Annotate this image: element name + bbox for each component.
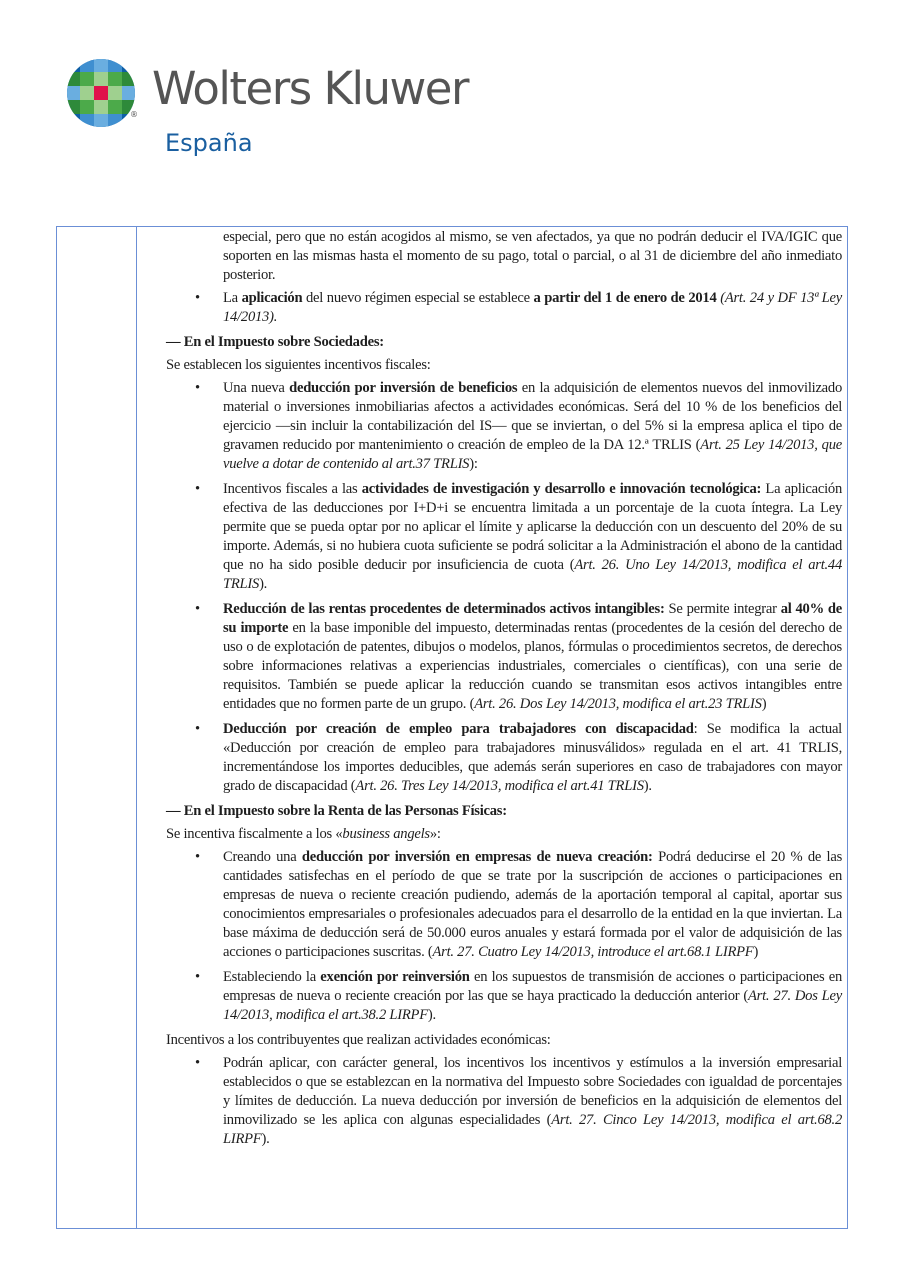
list-item bbox=[195, 600, 843, 714]
paragraph bbox=[166, 825, 842, 844]
citation-text: Art. 26. Uno Ley 14/2013, modifica el art.44 TRLIS bbox=[223, 557, 842, 592]
list-item bbox=[195, 480, 842, 594]
text: »: bbox=[429, 826, 441, 842]
document-body bbox=[166, 228, 842, 1155]
bold-text: Deducción por creación de empleo para trabajadores con discapacidad bbox=[223, 721, 694, 737]
citation-text: Art. 26. Tres Ley 14/2013, modifica el art.41 TRLIS bbox=[355, 778, 644, 794]
text: en la base imponible del impuesto, determinadas rentas (procedentes de la cesión del derecho de uso o de explotación de patentes, dibujos o modelos, planos, fórmulas o procedimientos secretos, de derechos sobre informaciones relativas a experiencias industriales, comerciales o científicas), con una serie de requisitos. También se puede aplicar la reducción cuando se transmitan esos activos intangibles entre entidades que no formen parte de un grupo. ( bbox=[223, 620, 843, 712]
text: ): bbox=[469, 456, 478, 472]
text: Se permite integrar bbox=[664, 601, 781, 617]
bullet-icon: • bbox=[195, 290, 200, 306]
text: Se establecen los siguientes incentivos fiscales: bbox=[166, 357, 431, 373]
citation-text: Art. 25 Ley 14/2013, que vuelve a dotar de contenido al art.37 TRLIS bbox=[223, 437, 842, 472]
text: ). bbox=[427, 1007, 436, 1023]
bullet-icon: • bbox=[195, 969, 200, 985]
paragraph bbox=[166, 802, 842, 821]
text: : Se modifica la actual «Deducción por creación de empleo para trabajadores minusválidos» regulada en el art. 41 TRLIS, incrementándose los importes deducibles, que además serán superiores en caso de trabajadores con mayor grado de discapacidad ( bbox=[223, 721, 842, 794]
text: ). bbox=[261, 1131, 270, 1147]
bold-text: exención por reinversión bbox=[320, 969, 470, 985]
column-divider bbox=[136, 227, 137, 1228]
paragraph bbox=[223, 228, 842, 285]
text: Incentivos a los contribuyentes que realizan actividades económicas: bbox=[166, 1032, 551, 1048]
text: especial, pero que no están acogidos al mismo, se ven afectados, ya que no podrán deducir el IVA/IGIC que soporten en las mismas hasta el momento de su pago, total o parcial, o al 31 de diciembre del año inmediato posterior. bbox=[223, 229, 842, 283]
list-item bbox=[195, 379, 842, 474]
brand-name: Wolters Kluwer bbox=[152, 62, 468, 115]
registered-mark: ® bbox=[130, 110, 138, 119]
bold-text: deducción por inversión de beneficios bbox=[289, 380, 518, 396]
text: Estableciendo la bbox=[223, 969, 321, 985]
bullet-icon: • bbox=[195, 721, 200, 737]
citation-text: Art. 27. Dos Ley 14/2013, modifica el art.38.2 LIRPF bbox=[223, 988, 842, 1023]
bullet-icon: • bbox=[195, 481, 200, 497]
text: Se incentiva fiscalmente a los « bbox=[166, 826, 343, 842]
bullet-icon: • bbox=[195, 849, 200, 865]
text: Una nueva bbox=[223, 380, 290, 396]
text: ) bbox=[753, 944, 759, 960]
paragraph bbox=[166, 1031, 842, 1050]
citation-text: Art. 27. Cuatro Ley 14/2013, introduce el art.68.1 LIRPF bbox=[432, 944, 754, 960]
paragraph bbox=[166, 333, 842, 352]
citation-text: Art. 27. Cinco Ley 14/2013, modifica el art.68.2 LIRPF bbox=[223, 1112, 842, 1147]
bold-text: actividades de investigación y desarrollo e innovación tecnológica: bbox=[361, 481, 762, 497]
list-item bbox=[195, 289, 842, 327]
brand-country: España bbox=[165, 129, 253, 157]
content-table bbox=[56, 226, 848, 1229]
bullet-icon: • bbox=[195, 601, 200, 617]
bold-text: al 40% de su importe bbox=[223, 601, 842, 636]
bold-text: a partir del 1 de enero de 2014 bbox=[533, 290, 717, 306]
text: ). bbox=[643, 778, 652, 794]
bold-text: Reducción de las rentas procedentes de determinados activos intangibles: bbox=[223, 601, 665, 617]
wolters-kluwer-logo-icon bbox=[66, 58, 136, 128]
text: ). bbox=[259, 576, 268, 592]
bold-text: — En el Impuesto sobre Sociedades: bbox=[166, 334, 384, 350]
citation-text: business angels bbox=[342, 826, 430, 842]
paragraph bbox=[166, 356, 842, 375]
list-item bbox=[195, 1054, 842, 1149]
text: Podrá deducirse el 20 % de las cantidades satisfechas en el período de que se trate por la suscripción de acciones o participaciones en empresas de nueva o reciente creación pudiendo, además de la aportación temporal al capital, aportar sus conocimientos empresariales o profesionales adecuados para el desarrollo de la entidad en la que inviertan. La base máxima de deducción será de 50.000 euros anuales y estará formada por el valor de adquisición de las acciones o participaciones suscritas. ( bbox=[223, 849, 843, 960]
text: La aplicación efectiva de las deducciones por I+D+i se encuentra limitada a un porcentaje de la cuota íntegra. La Ley permite que se pueda optar por no aplicar el límite y aplicarse la deducción con un descuento del 20% de su importe. Además, si no hubiera cuota suficiente se podrá solicitar a la Administración el abono de la cantidad que no ha sido posible deducir por insuficiencia de cuota ( bbox=[223, 481, 842, 573]
text: Incentivos fiscales a las bbox=[223, 481, 362, 497]
bold-text: — En el Impuesto sobre la Renta de las Personas Físicas: bbox=[166, 803, 507, 819]
text: La bbox=[223, 290, 242, 306]
bullet-icon: • bbox=[195, 380, 200, 396]
citation-text: (Art. 24 y DF 13ª Ley 14/2013). bbox=[223, 290, 842, 325]
bold-text: deducción por inversión en empresas de nueva creación: bbox=[301, 849, 653, 865]
text: en la adquisición de elementos nuevos del inmovilizado material o inversiones inmobiliarias afectos a actividades económicas. Será del 10 % de los beneficios del ejercicio —sin incluir la contabilización del IS— que se inviertan, o del 5% si la empresa aplica el tipo de gravamen reducido por mantenimiento o creación de empleo de la DA 12.ª TRLIS ( bbox=[223, 380, 842, 453]
list-item bbox=[195, 720, 842, 796]
text: en los supuestos de transmisión de acciones o participaciones en empresas de nueva o reciente creación por las que se haya practicado la deducción anterior ( bbox=[223, 969, 843, 1004]
text: Podrán aplicar, con carácter general, los incentivos los incentivos y estímulos a la inversión empresarial establecidos o que se establezcan en la normativa del Impuesto sobre Sociedades con igualdad de porcentajes y límites de deducción. La nueva deducción por inversión de beneficios en la adquisición de elementos del inmovilizado se les aplica con algunas especialidades ( bbox=[223, 1055, 842, 1128]
bullet-icon: • bbox=[195, 1055, 200, 1071]
text: ) bbox=[761, 696, 767, 712]
text: Creando una bbox=[223, 849, 302, 865]
citation-text: Art. 26. Dos Ley 14/2013, modifica el art.23 TRLIS bbox=[474, 696, 762, 712]
bold-text: aplicación bbox=[241, 290, 303, 306]
list-item bbox=[195, 968, 843, 1025]
list-item bbox=[195, 848, 843, 962]
text: del nuevo régimen especial se establece bbox=[302, 290, 534, 306]
